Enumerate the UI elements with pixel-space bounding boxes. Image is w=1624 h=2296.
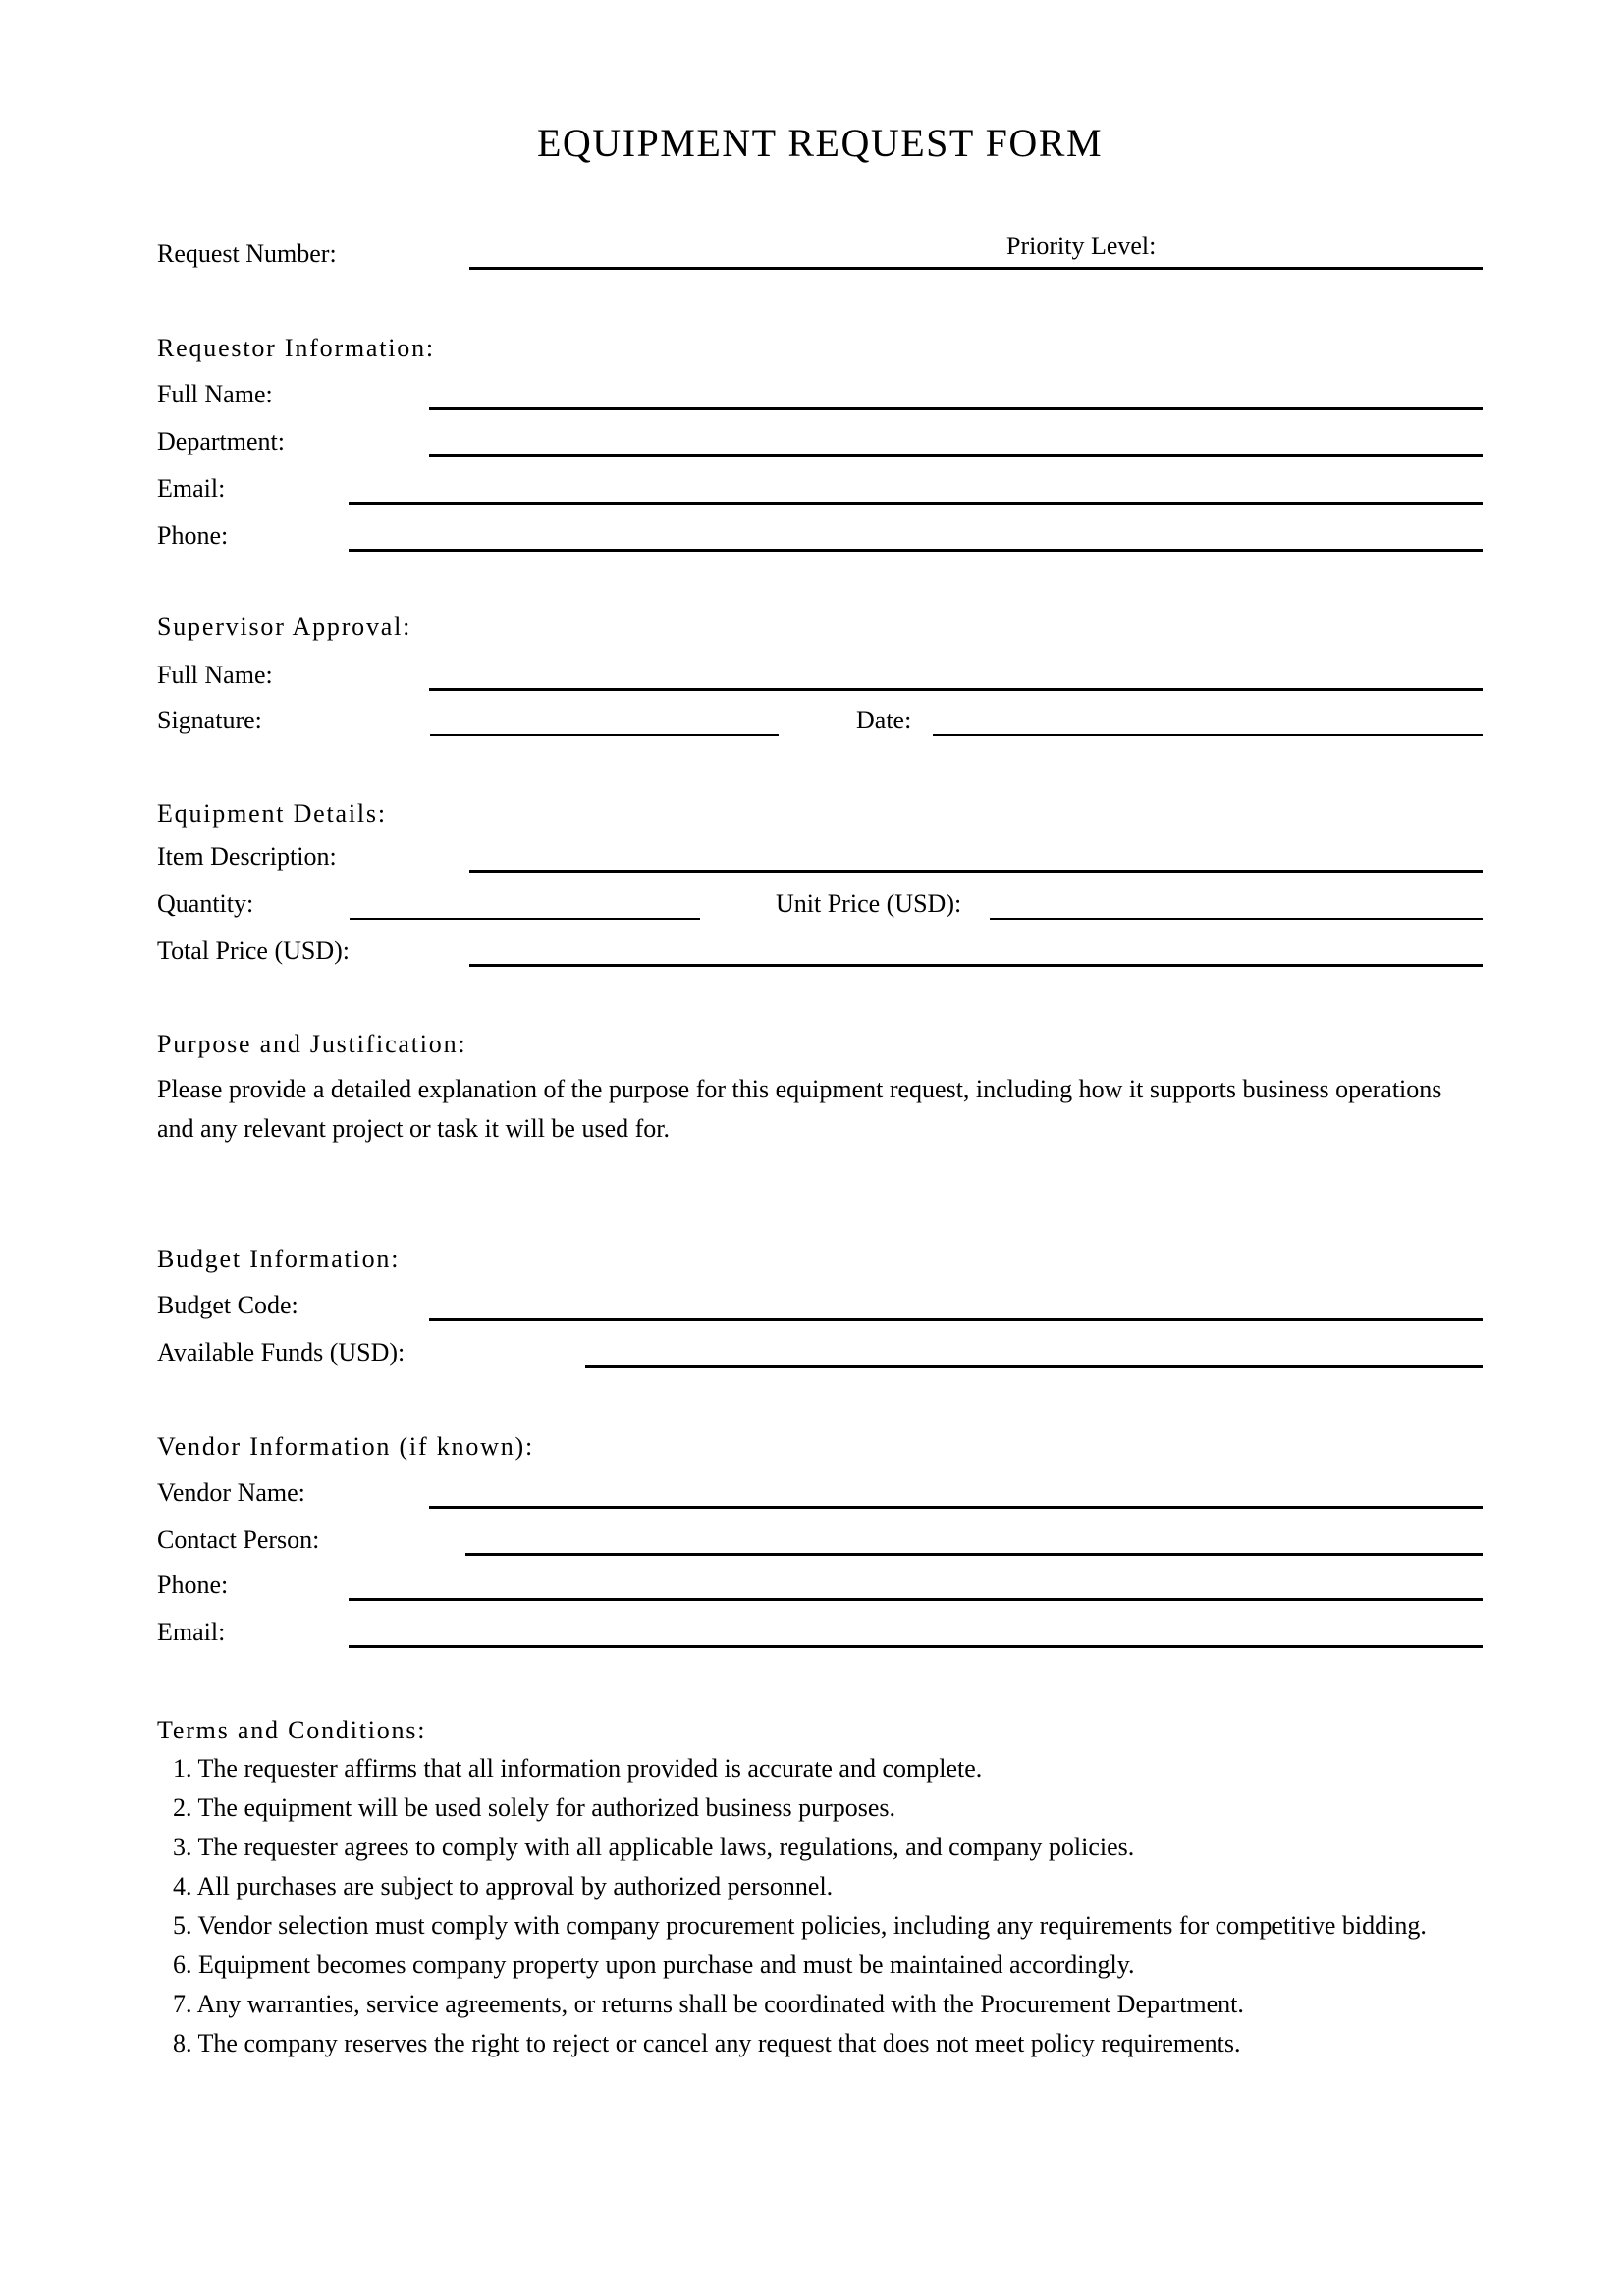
term-item: 4. All purchases are subject to approval by authorized personnel. — [173, 1872, 834, 1900]
requestor-full-name-row — [157, 371, 1483, 410]
requestor-full-name-field[interactable] — [429, 371, 1483, 410]
supervisor-full-name-row — [157, 652, 1483, 691]
unit-price-field[interactable] — [990, 881, 1483, 920]
budget-code-label: Budget Code: — [157, 1291, 298, 1319]
supervisor-full-name-field[interactable] — [429, 652, 1483, 691]
supervisor-approval-heading: Supervisor Approval: — [157, 613, 412, 641]
purpose-description: Please provide a detailed explanation of the purpose for this equipment request, including how it supports business operations and any relevant project or task it will be used for. — [157, 1075, 1442, 1143]
budget-code-field[interactable] — [429, 1282, 1483, 1321]
terms-conditions-heading: Terms and Conditions: — [157, 1716, 427, 1744]
item-description-row — [157, 833, 1483, 873]
requestor-phone-row — [157, 512, 1483, 552]
vendor-email-row — [157, 1609, 1483, 1648]
request-number-label: Request Number: — [157, 240, 337, 268]
budget-code-row — [157, 1282, 1483, 1321]
supervisor-full-name-label: Full Name: — [157, 661, 273, 689]
page-title: EQUIPMENT REQUEST FORM — [536, 121, 1104, 165]
term-item: 5. Vendor selection must comply with company procurement policies, including any requirements for competitive bidding. — [173, 1911, 1427, 1940]
term-item: 7. Any warranties, service agreements, or returns shall be coordinated with the Procurement Department. — [173, 1990, 1244, 2018]
available-funds-row — [157, 1329, 1483, 1368]
date-field[interactable] — [933, 697, 1483, 736]
requestor-phone-field[interactable] — [349, 512, 1483, 552]
available-funds-field[interactable] — [585, 1329, 1483, 1368]
term-item: 2. The equipment will be used solely for authorized business purposes. — [173, 1793, 896, 1822]
request-number-field[interactable] — [469, 231, 1483, 270]
total-price-row — [157, 928, 1483, 967]
unit-price-label: Unit Price (USD): — [776, 889, 962, 918]
vendor-name-row — [157, 1469, 1483, 1509]
requestor-information-heading: Requestor Information: — [157, 334, 435, 362]
term-item: 6. Equipment becomes company property upon purchase and must be maintained accordingly. — [173, 1950, 1135, 1979]
request-number-row — [157, 231, 1483, 270]
department-field[interactable] — [429, 418, 1483, 457]
vendor-phone-row — [157, 1562, 1483, 1601]
quantity-label: Quantity: — [157, 889, 254, 918]
vendor-name-label: Vendor Name: — [157, 1478, 305, 1507]
requestor-email-row — [157, 465, 1483, 505]
priority-level-label: Priority Level: — [1006, 232, 1157, 260]
full-name-label: Full Name: — [157, 380, 273, 408]
contact-person-row — [157, 1517, 1483, 1556]
quantity-field[interactable] — [350, 881, 700, 920]
vendor-phone-field[interactable] — [349, 1562, 1483, 1601]
equipment-details-heading: Equipment Details: — [157, 799, 387, 828]
vendor-name-field[interactable] — [429, 1469, 1483, 1509]
term-item: 1. The requester affirms that all information provided is accurate and complete. — [173, 1754, 983, 1783]
term-item: 8. The company reserves the right to reject or cancel any request that does not meet policy requirements. — [173, 2029, 1241, 2057]
terms-list — [157, 1749, 1483, 2063]
department-label: Department: — [157, 427, 285, 455]
term-item: 3. The requester agrees to comply with all applicable laws, regulations, and company policies. — [173, 1833, 1135, 1861]
total-price-field[interactable] — [469, 928, 1483, 967]
email-label: Email: — [157, 474, 226, 503]
vendor-email-label: Email: — [157, 1618, 226, 1646]
item-description-field[interactable] — [469, 833, 1483, 873]
contact-person-label: Contact Person: — [157, 1525, 320, 1554]
signature-label: Signature: — [157, 706, 262, 734]
signature-field[interactable] — [430, 697, 779, 736]
item-description-label: Item Description: — [157, 842, 337, 871]
quantity-unit-price-row — [157, 881, 1483, 920]
contact-person-field[interactable] — [465, 1517, 1483, 1556]
vendor-email-field[interactable] — [349, 1609, 1483, 1648]
budget-information-heading: Budget Information: — [157, 1245, 401, 1273]
total-price-label: Total Price (USD): — [157, 936, 351, 965]
phone-label: Phone: — [157, 521, 229, 550]
vendor-phone-label: Phone: — [157, 1571, 229, 1599]
department-row — [157, 418, 1483, 457]
purpose-justification-heading: Purpose and Justification: — [157, 1030, 467, 1058]
signature-date-row — [157, 697, 1483, 736]
requestor-email-field[interactable] — [349, 465, 1483, 505]
vendor-information-heading: Vendor Information (if known): — [157, 1432, 534, 1461]
date-label: Date: — [856, 706, 912, 734]
available-funds-label: Available Funds (USD): — [157, 1338, 406, 1366]
